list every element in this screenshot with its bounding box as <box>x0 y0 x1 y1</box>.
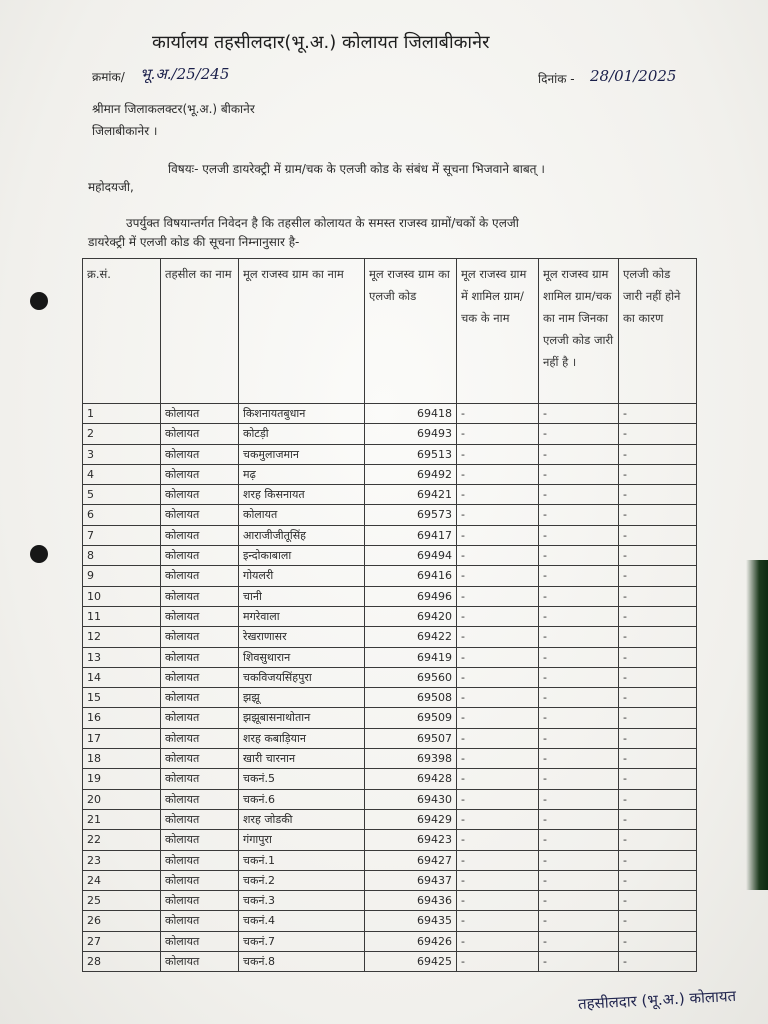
reason-cell: - <box>619 891 697 911</box>
not-issued-cell: - <box>539 728 619 748</box>
included-cell: - <box>457 404 539 424</box>
village-cell: मढ़ <box>239 464 365 484</box>
reason-cell: - <box>619 444 697 464</box>
header-reason: एलजी कोड जारी नहीं होने का कारण <box>619 259 697 404</box>
tehsil-cell: कोलायत <box>161 606 239 626</box>
serial-cell: 26 <box>83 911 161 931</box>
tehsil-cell: कोलायत <box>161 566 239 586</box>
tehsil-cell: कोलायत <box>161 647 239 667</box>
table-row <box>83 749 697 769</box>
header-tehsil: तहसील का नाम <box>161 259 239 404</box>
office-title: कार्यालय तहसीलदार(भू.अ.) कोलायत जिलाबीकानेर <box>152 32 490 53</box>
table-row <box>83 769 697 789</box>
included-cell: - <box>457 606 539 626</box>
serial-cell: 7 <box>83 525 161 545</box>
punch-hole <box>30 545 48 563</box>
not-issued-cell: - <box>539 931 619 951</box>
reason-cell: - <box>619 870 697 890</box>
not-issued-cell: - <box>539 606 619 626</box>
village-cell: रेखराणासर <box>239 627 365 647</box>
serial-cell: 25 <box>83 891 161 911</box>
reason-cell: - <box>619 546 697 566</box>
lg-code-cell: 69427 <box>365 850 457 870</box>
village-cell: चकनं.7 <box>239 931 365 951</box>
serial-cell: 27 <box>83 931 161 951</box>
lg-code-cell: 69507 <box>365 728 457 748</box>
not-issued-cell: - <box>539 464 619 484</box>
included-cell: - <box>457 566 539 586</box>
included-cell: - <box>457 688 539 708</box>
reason-cell: - <box>619 809 697 829</box>
reason-cell: - <box>619 830 697 850</box>
not-issued-cell: - <box>539 952 619 972</box>
village-cell: चकनं.1 <box>239 850 365 870</box>
lg-code-cell: 69416 <box>365 566 457 586</box>
tehsil-cell: कोलायत <box>161 485 239 505</box>
body-line1: उपर्युक्त विषयान्तर्गत निवेदन है कि तहसील कोलायत के समस्त राजस्व ग्रामों/चकों के एलजी <box>126 216 519 230</box>
included-cell: - <box>457 728 539 748</box>
serial-cell: 6 <box>83 505 161 525</box>
tehsil-cell: कोलायत <box>161 870 239 890</box>
village-cell: चकमुलाजमान <box>239 444 365 464</box>
not-issued-cell: - <box>539 870 619 890</box>
serial-cell: 19 <box>83 769 161 789</box>
table-row <box>83 505 697 525</box>
lg-code-cell: 69513 <box>365 444 457 464</box>
included-cell: - <box>457 891 539 911</box>
table-row <box>83 728 697 748</box>
reference-label: क्रमांक/ <box>92 70 125 84</box>
table-row <box>83 931 697 951</box>
tehsil-cell: कोलायत <box>161 525 239 545</box>
table-row <box>83 789 697 809</box>
not-issued-cell: - <box>539 546 619 566</box>
not-issued-cell: - <box>539 586 619 606</box>
not-issued-cell: - <box>539 688 619 708</box>
table-row <box>83 444 697 464</box>
reason-cell: - <box>619 667 697 687</box>
included-cell: - <box>457 789 539 809</box>
table-row <box>83 586 697 606</box>
serial-cell: 21 <box>83 809 161 829</box>
included-cell: - <box>457 769 539 789</box>
tehsil-cell: कोलायत <box>161 586 239 606</box>
reason-cell: - <box>619 586 697 606</box>
village-cell: चकविजयसिंहपुरा <box>239 667 365 687</box>
table-row <box>83 647 697 667</box>
serial-cell: 20 <box>83 789 161 809</box>
table-row <box>83 485 697 505</box>
tehsil-cell: कोलायत <box>161 952 239 972</box>
included-cell: - <box>457 546 539 566</box>
reason-cell: - <box>619 525 697 545</box>
lg-code-cell: 69493 <box>365 424 457 444</box>
reason-cell: - <box>619 627 697 647</box>
serial-cell: 14 <box>83 667 161 687</box>
not-issued-cell: - <box>539 850 619 870</box>
lg-code-cell: 69509 <box>365 708 457 728</box>
tehsil-cell: कोलायत <box>161 931 239 951</box>
serial-cell: 28 <box>83 952 161 972</box>
tehsil-cell: कोलायत <box>161 444 239 464</box>
village-cell: शरह कबाड़ियान <box>239 728 365 748</box>
reason-cell: - <box>619 769 697 789</box>
table-row <box>83 627 697 647</box>
village-cell: किशनायतबुधान <box>239 404 365 424</box>
table-row <box>83 566 697 586</box>
tehsil-cell: कोलायत <box>161 850 239 870</box>
serial-cell: 23 <box>83 850 161 870</box>
not-issued-cell: - <box>539 505 619 525</box>
included-cell: - <box>457 525 539 545</box>
table-row <box>83 891 697 911</box>
reason-cell: - <box>619 485 697 505</box>
lg-code-cell: 69508 <box>365 688 457 708</box>
village-cell: चकनं.2 <box>239 870 365 890</box>
reason-cell: - <box>619 505 697 525</box>
lg-code-cell: 69420 <box>365 606 457 626</box>
lg-code-cell: 69423 <box>365 830 457 850</box>
lg-code-cell: 69492 <box>365 464 457 484</box>
reason-cell: - <box>619 424 697 444</box>
addressee-line2: जिलाबीकानेर । <box>92 124 158 138</box>
serial-cell: 24 <box>83 870 161 890</box>
not-issued-cell: - <box>539 424 619 444</box>
not-issued-cell: - <box>539 708 619 728</box>
table-row <box>83 606 697 626</box>
village-cell: चकनं.6 <box>239 789 365 809</box>
lg-code-cell: 69436 <box>365 891 457 911</box>
village-cell: मगरेवाला <box>239 606 365 626</box>
lg-code-cell: 69426 <box>365 931 457 951</box>
serial-cell: 3 <box>83 444 161 464</box>
village-cell: गोयलरी <box>239 566 365 586</box>
included-cell: - <box>457 809 539 829</box>
village-cell: चानी <box>239 586 365 606</box>
tehsil-cell: कोलायत <box>161 749 239 769</box>
lg-code-table <box>82 258 697 972</box>
serial-cell: 9 <box>83 566 161 586</box>
header-not-issued: मूल राजस्व ग्राम शामिल ग्राम/चक का नाम जिनका एलजी कोड जारी नहीं है । <box>539 259 619 404</box>
serial-cell: 22 <box>83 830 161 850</box>
not-issued-cell: - <box>539 627 619 647</box>
not-issued-cell: - <box>539 647 619 667</box>
serial-cell: 2 <box>83 424 161 444</box>
included-cell: - <box>457 850 539 870</box>
serial-cell: 18 <box>83 749 161 769</box>
reason-cell: - <box>619 952 697 972</box>
tehsil-cell: कोलायत <box>161 546 239 566</box>
not-issued-cell: - <box>539 769 619 789</box>
not-issued-cell: - <box>539 830 619 850</box>
lg-code-cell: 69430 <box>365 789 457 809</box>
table-row <box>83 424 697 444</box>
lg-code-cell: 69496 <box>365 586 457 606</box>
serial-cell: 16 <box>83 708 161 728</box>
lg-code-cell: 69425 <box>365 952 457 972</box>
tehsil-cell: कोलायत <box>161 627 239 647</box>
included-cell: - <box>457 708 539 728</box>
included-cell: - <box>457 830 539 850</box>
not-issued-cell: - <box>539 485 619 505</box>
village-cell: चकनं.3 <box>239 891 365 911</box>
body-line2: डायरेक्ट्री में एलजी कोड की सूचना निम्नानुसार है- <box>88 235 300 249</box>
included-cell: - <box>457 952 539 972</box>
included-cell: - <box>457 627 539 647</box>
village-cell: आराजीजीतूसिंह <box>239 525 365 545</box>
serial-cell: 17 <box>83 728 161 748</box>
village-cell: शरह जोडकी <box>239 809 365 829</box>
village-cell: शिवसुथारान <box>239 647 365 667</box>
serial-cell: 5 <box>83 485 161 505</box>
village-cell: इन्दोकाबाला <box>239 546 365 566</box>
table-row <box>83 464 697 484</box>
lg-code-cell: 69417 <box>365 525 457 545</box>
header-included: मूल राजस्व ग्राम में शामिल ग्राम/चक के नाम <box>457 259 539 404</box>
village-cell: खारी चारनान <box>239 749 365 769</box>
not-issued-cell: - <box>539 566 619 586</box>
village-cell: शरह किसनायत <box>239 485 365 505</box>
tehsil-cell: कोलायत <box>161 464 239 484</box>
included-cell: - <box>457 424 539 444</box>
village-cell: झझू <box>239 688 365 708</box>
village-cell: चकनं.8 <box>239 952 365 972</box>
included-cell: - <box>457 911 539 931</box>
not-issued-cell: - <box>539 444 619 464</box>
tehsil-cell: कोलायत <box>161 667 239 687</box>
lg-code-cell: 69435 <box>365 911 457 931</box>
reason-cell: - <box>619 464 697 484</box>
tehsil-cell: कोलायत <box>161 708 239 728</box>
subject-line: विषयः- एलजी डायरेक्ट्री में ग्राम/चक के एलजी कोड के संबंध में सूचना भिजवाने बाबत् । <box>168 162 545 176</box>
reason-cell: - <box>619 688 697 708</box>
table-row <box>83 911 697 931</box>
table-row <box>83 404 697 424</box>
lg-code-cell: 69419 <box>365 647 457 667</box>
serial-cell: 1 <box>83 404 161 424</box>
lg-code-cell: 69428 <box>365 769 457 789</box>
reference-number: भू.अ./25/245 <box>140 65 230 83</box>
table-row <box>83 525 697 545</box>
reason-cell: - <box>619 566 697 586</box>
village-cell: झझूबासनाथोतान <box>239 708 365 728</box>
tehsil-cell: कोलायत <box>161 769 239 789</box>
lg-code-cell: 69421 <box>365 485 457 505</box>
not-issued-cell: - <box>539 891 619 911</box>
date-value: 28/01/2025 <box>590 67 677 85</box>
included-cell: - <box>457 485 539 505</box>
reason-cell: - <box>619 931 697 951</box>
not-issued-cell: - <box>539 667 619 687</box>
reason-cell: - <box>619 850 697 870</box>
table-row <box>83 830 697 850</box>
included-cell: - <box>457 464 539 484</box>
table-row <box>83 708 697 728</box>
included-cell: - <box>457 505 539 525</box>
serial-cell: 13 <box>83 647 161 667</box>
tehsil-cell: कोलायत <box>161 404 239 424</box>
included-cell: - <box>457 931 539 951</box>
salutation: महोदयजी, <box>88 180 134 194</box>
reason-cell: - <box>619 749 697 769</box>
lg-code-cell: 69494 <box>365 546 457 566</box>
serial-cell: 12 <box>83 627 161 647</box>
reason-cell: - <box>619 789 697 809</box>
included-cell: - <box>457 586 539 606</box>
village-cell: कोटड़ी <box>239 424 365 444</box>
lg-code-cell: 69422 <box>365 627 457 647</box>
lg-code-cell: 69429 <box>365 809 457 829</box>
included-cell: - <box>457 667 539 687</box>
serial-cell: 10 <box>83 586 161 606</box>
lg-code-cell: 69573 <box>365 505 457 525</box>
signature: तहसीलदार (भू.अ.) कोलायत <box>577 986 737 1014</box>
background-edge <box>746 560 768 890</box>
date-label: दिनांक - <box>538 72 575 86</box>
serial-cell: 8 <box>83 546 161 566</box>
tehsil-cell: कोलायत <box>161 809 239 829</box>
punch-hole <box>30 292 48 310</box>
village-cell: कोलायत <box>239 505 365 525</box>
not-issued-cell: - <box>539 525 619 545</box>
tehsil-cell: कोलायत <box>161 911 239 931</box>
table-header-row <box>83 259 697 404</box>
tehsil-cell: कोलायत <box>161 424 239 444</box>
reason-cell: - <box>619 911 697 931</box>
included-cell: - <box>457 647 539 667</box>
addressee-line1: श्रीमान जिलाकलक्टर(भू.अ.) बीकानेर <box>92 102 255 116</box>
serial-cell: 11 <box>83 606 161 626</box>
village-cell: चकनं.5 <box>239 769 365 789</box>
tehsil-cell: कोलायत <box>161 891 239 911</box>
tehsil-cell: कोलायत <box>161 688 239 708</box>
reason-cell: - <box>619 647 697 667</box>
village-cell: चकनं.4 <box>239 911 365 931</box>
not-issued-cell: - <box>539 809 619 829</box>
table-row <box>83 667 697 687</box>
reason-cell: - <box>619 708 697 728</box>
not-issued-cell: - <box>539 911 619 931</box>
included-cell: - <box>457 444 539 464</box>
reason-cell: - <box>619 404 697 424</box>
included-cell: - <box>457 870 539 890</box>
header-serial: क्र.सं. <box>83 259 161 404</box>
reason-cell: - <box>619 728 697 748</box>
serial-cell: 4 <box>83 464 161 484</box>
serial-cell: 15 <box>83 688 161 708</box>
tehsil-cell: कोलायत <box>161 505 239 525</box>
tehsil-cell: कोलायत <box>161 728 239 748</box>
table-row <box>83 952 697 972</box>
table-row <box>83 809 697 829</box>
tehsil-cell: कोलायत <box>161 789 239 809</box>
table-row <box>83 688 697 708</box>
not-issued-cell: - <box>539 749 619 769</box>
village-cell: गंगापुरा <box>239 830 365 850</box>
table-row <box>83 850 697 870</box>
lg-code-cell: 69398 <box>365 749 457 769</box>
header-lg-code: मूल राजस्व ग्राम का एलजी कोड <box>365 259 457 404</box>
reason-cell: - <box>619 606 697 626</box>
header-village: मूल राजस्व ग्राम का नाम <box>239 259 365 404</box>
lg-code-cell: 69418 <box>365 404 457 424</box>
lg-code-cell: 69437 <box>365 870 457 890</box>
not-issued-cell: - <box>539 404 619 424</box>
lg-code-cell: 69560 <box>365 667 457 687</box>
not-issued-cell: - <box>539 789 619 809</box>
table-row <box>83 546 697 566</box>
included-cell: - <box>457 749 539 769</box>
table-row <box>83 870 697 890</box>
tehsil-cell: कोलायत <box>161 830 239 850</box>
